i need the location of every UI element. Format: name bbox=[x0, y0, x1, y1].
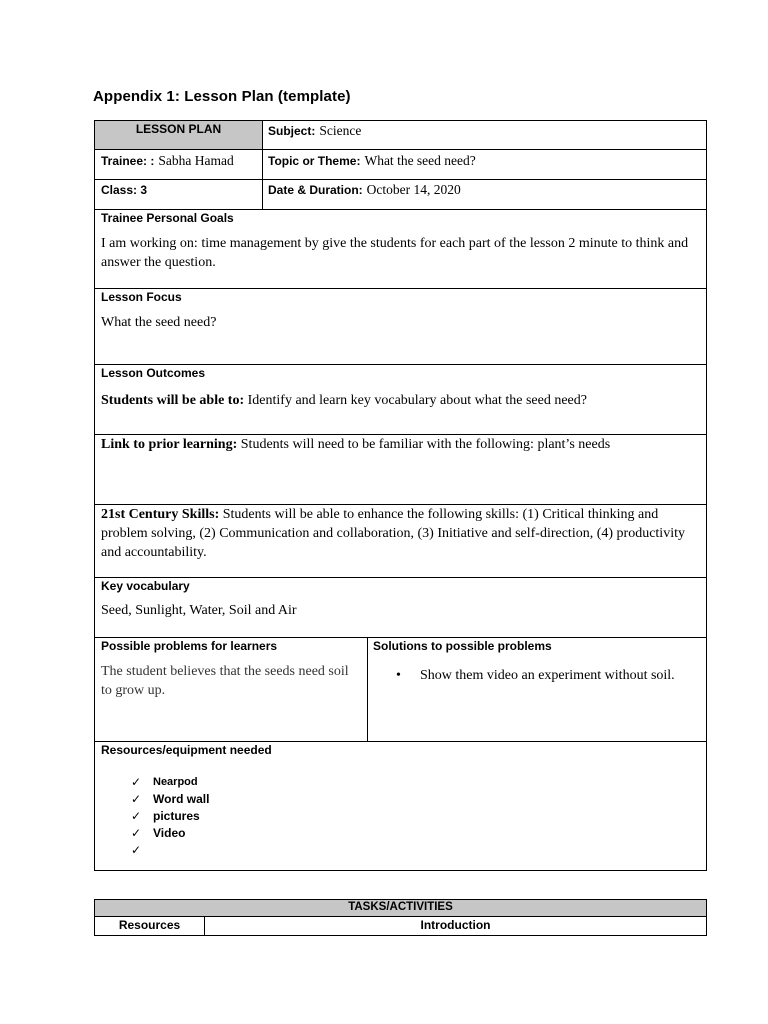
vocabulary-section bbox=[101, 579, 701, 620]
row-divider bbox=[95, 364, 706, 365]
tasks-header-row bbox=[95, 900, 706, 916]
checkmark-icon: ✓ bbox=[131, 842, 142, 857]
lesson-outcomes-heading: Lesson Outcomes bbox=[101, 366, 206, 380]
date-cell bbox=[268, 181, 461, 199]
prior-learning-text: Students will need to be familiar with the following: plant’s needs bbox=[240, 437, 611, 452]
checklist-item-label: pictures bbox=[153, 808, 200, 823]
vocabulary-heading: Key vocabulary bbox=[101, 579, 190, 593]
checklist-item bbox=[131, 773, 209, 790]
checkmark-icon: ✓ bbox=[131, 774, 142, 789]
tasks-table bbox=[94, 899, 707, 936]
checklist-item-label: Word wall bbox=[153, 791, 210, 806]
tasks-title: TASKS/ACTIVITIES bbox=[348, 901, 453, 913]
subject-cell bbox=[268, 122, 361, 140]
skills-section bbox=[101, 505, 704, 562]
checklist-item bbox=[131, 807, 209, 824]
checklist-item-label: Nearpod bbox=[153, 775, 198, 788]
document-title: Appendix 1: Lesson Plan (template) bbox=[93, 88, 351, 105]
row-divider bbox=[95, 637, 706, 638]
personal-goals-text: I am working on: time management by give the students for each part of the lesson 2 minute to think and answer the question. bbox=[101, 236, 689, 270]
lesson-outcomes-section bbox=[101, 366, 701, 410]
lesson-outcomes-text: Identify and learn key vocabulary about what the seed need? bbox=[247, 393, 587, 408]
solutions-item-text: Show them video an experiment without soil. bbox=[420, 668, 675, 683]
lesson-plan-table bbox=[94, 120, 707, 871]
bullet-icon: • bbox=[396, 668, 401, 683]
subject-label: Subject: bbox=[268, 124, 316, 138]
topic-label: Topic or Theme: bbox=[268, 154, 361, 168]
lesson-outcomes-lead: Students will be able to: bbox=[101, 393, 245, 408]
row-divider bbox=[95, 179, 706, 180]
class-cell bbox=[101, 181, 147, 199]
resources-section bbox=[101, 743, 701, 869]
personal-goals-section bbox=[101, 211, 701, 272]
problems-section bbox=[101, 639, 363, 700]
subject-value: Science bbox=[319, 123, 362, 138]
row-divider bbox=[95, 149, 706, 150]
lesson-focus-section bbox=[101, 290, 701, 332]
solutions-heading: Solutions to possible problems bbox=[373, 639, 552, 653]
resources-checklist bbox=[131, 773, 209, 858]
date-value: October 14, 2020 bbox=[366, 182, 461, 197]
skills-text: Students will be able to enhance the following skills: (1) Critical thinking and problem solving, (2) Communication and collaboration, (3) Initiative and self-direction, (4) productivity and accountability. bbox=[101, 507, 685, 560]
lesson-focus-heading: Lesson Focus bbox=[101, 290, 182, 304]
row-divider bbox=[95, 288, 706, 289]
checkmark-icon: ✓ bbox=[131, 825, 142, 840]
lesson-plan-label: LESSON PLAN bbox=[135, 122, 222, 136]
prior-learning-lead: Link to prior learning: bbox=[101, 437, 238, 452]
column-divider bbox=[367, 637, 368, 741]
skills-lead: 21st Century Skills: bbox=[101, 507, 220, 522]
row-divider bbox=[95, 741, 706, 742]
prior-learning-section bbox=[101, 435, 701, 454]
checkmark-icon: ✓ bbox=[131, 808, 142, 823]
row-divider bbox=[95, 916, 706, 917]
tasks-resources-header: Resources bbox=[118, 918, 181, 932]
solutions-list-item bbox=[373, 666, 701, 685]
personal-goals-heading: Trainee Personal Goals bbox=[101, 211, 234, 225]
solutions-section bbox=[373, 639, 701, 685]
problems-text: The student believes that the seeds need soil to grow up. bbox=[101, 664, 349, 698]
lesson-plan-header-cell bbox=[95, 121, 262, 149]
checkmark-icon: ✓ bbox=[131, 791, 142, 806]
column-divider bbox=[262, 121, 263, 209]
resources-heading: Resources/equipment needed bbox=[101, 743, 272, 757]
trainee-cell bbox=[101, 152, 234, 170]
topic-value: What the seed need? bbox=[364, 153, 476, 168]
row-divider bbox=[95, 577, 706, 578]
checklist-item-label: Video bbox=[153, 825, 186, 840]
trainee-label: Trainee: : bbox=[101, 154, 155, 168]
topic-cell bbox=[268, 152, 476, 170]
trainee-value: Sabha Hamad bbox=[158, 153, 234, 168]
problems-heading: Possible problems for learners bbox=[101, 639, 278, 653]
date-label: Date & Duration: bbox=[268, 183, 363, 197]
class-label: Class: 3 bbox=[101, 183, 148, 197]
checklist-item bbox=[131, 824, 209, 841]
tasks-introduction-header: Introduction bbox=[420, 918, 491, 932]
lesson-focus-text: What the seed need? bbox=[101, 315, 217, 330]
row-divider bbox=[95, 209, 706, 210]
checklist-item bbox=[131, 841, 209, 858]
vocabulary-text: Seed, Sunlight, Water, Soil and Air bbox=[101, 603, 297, 618]
checklist-item bbox=[131, 790, 209, 807]
